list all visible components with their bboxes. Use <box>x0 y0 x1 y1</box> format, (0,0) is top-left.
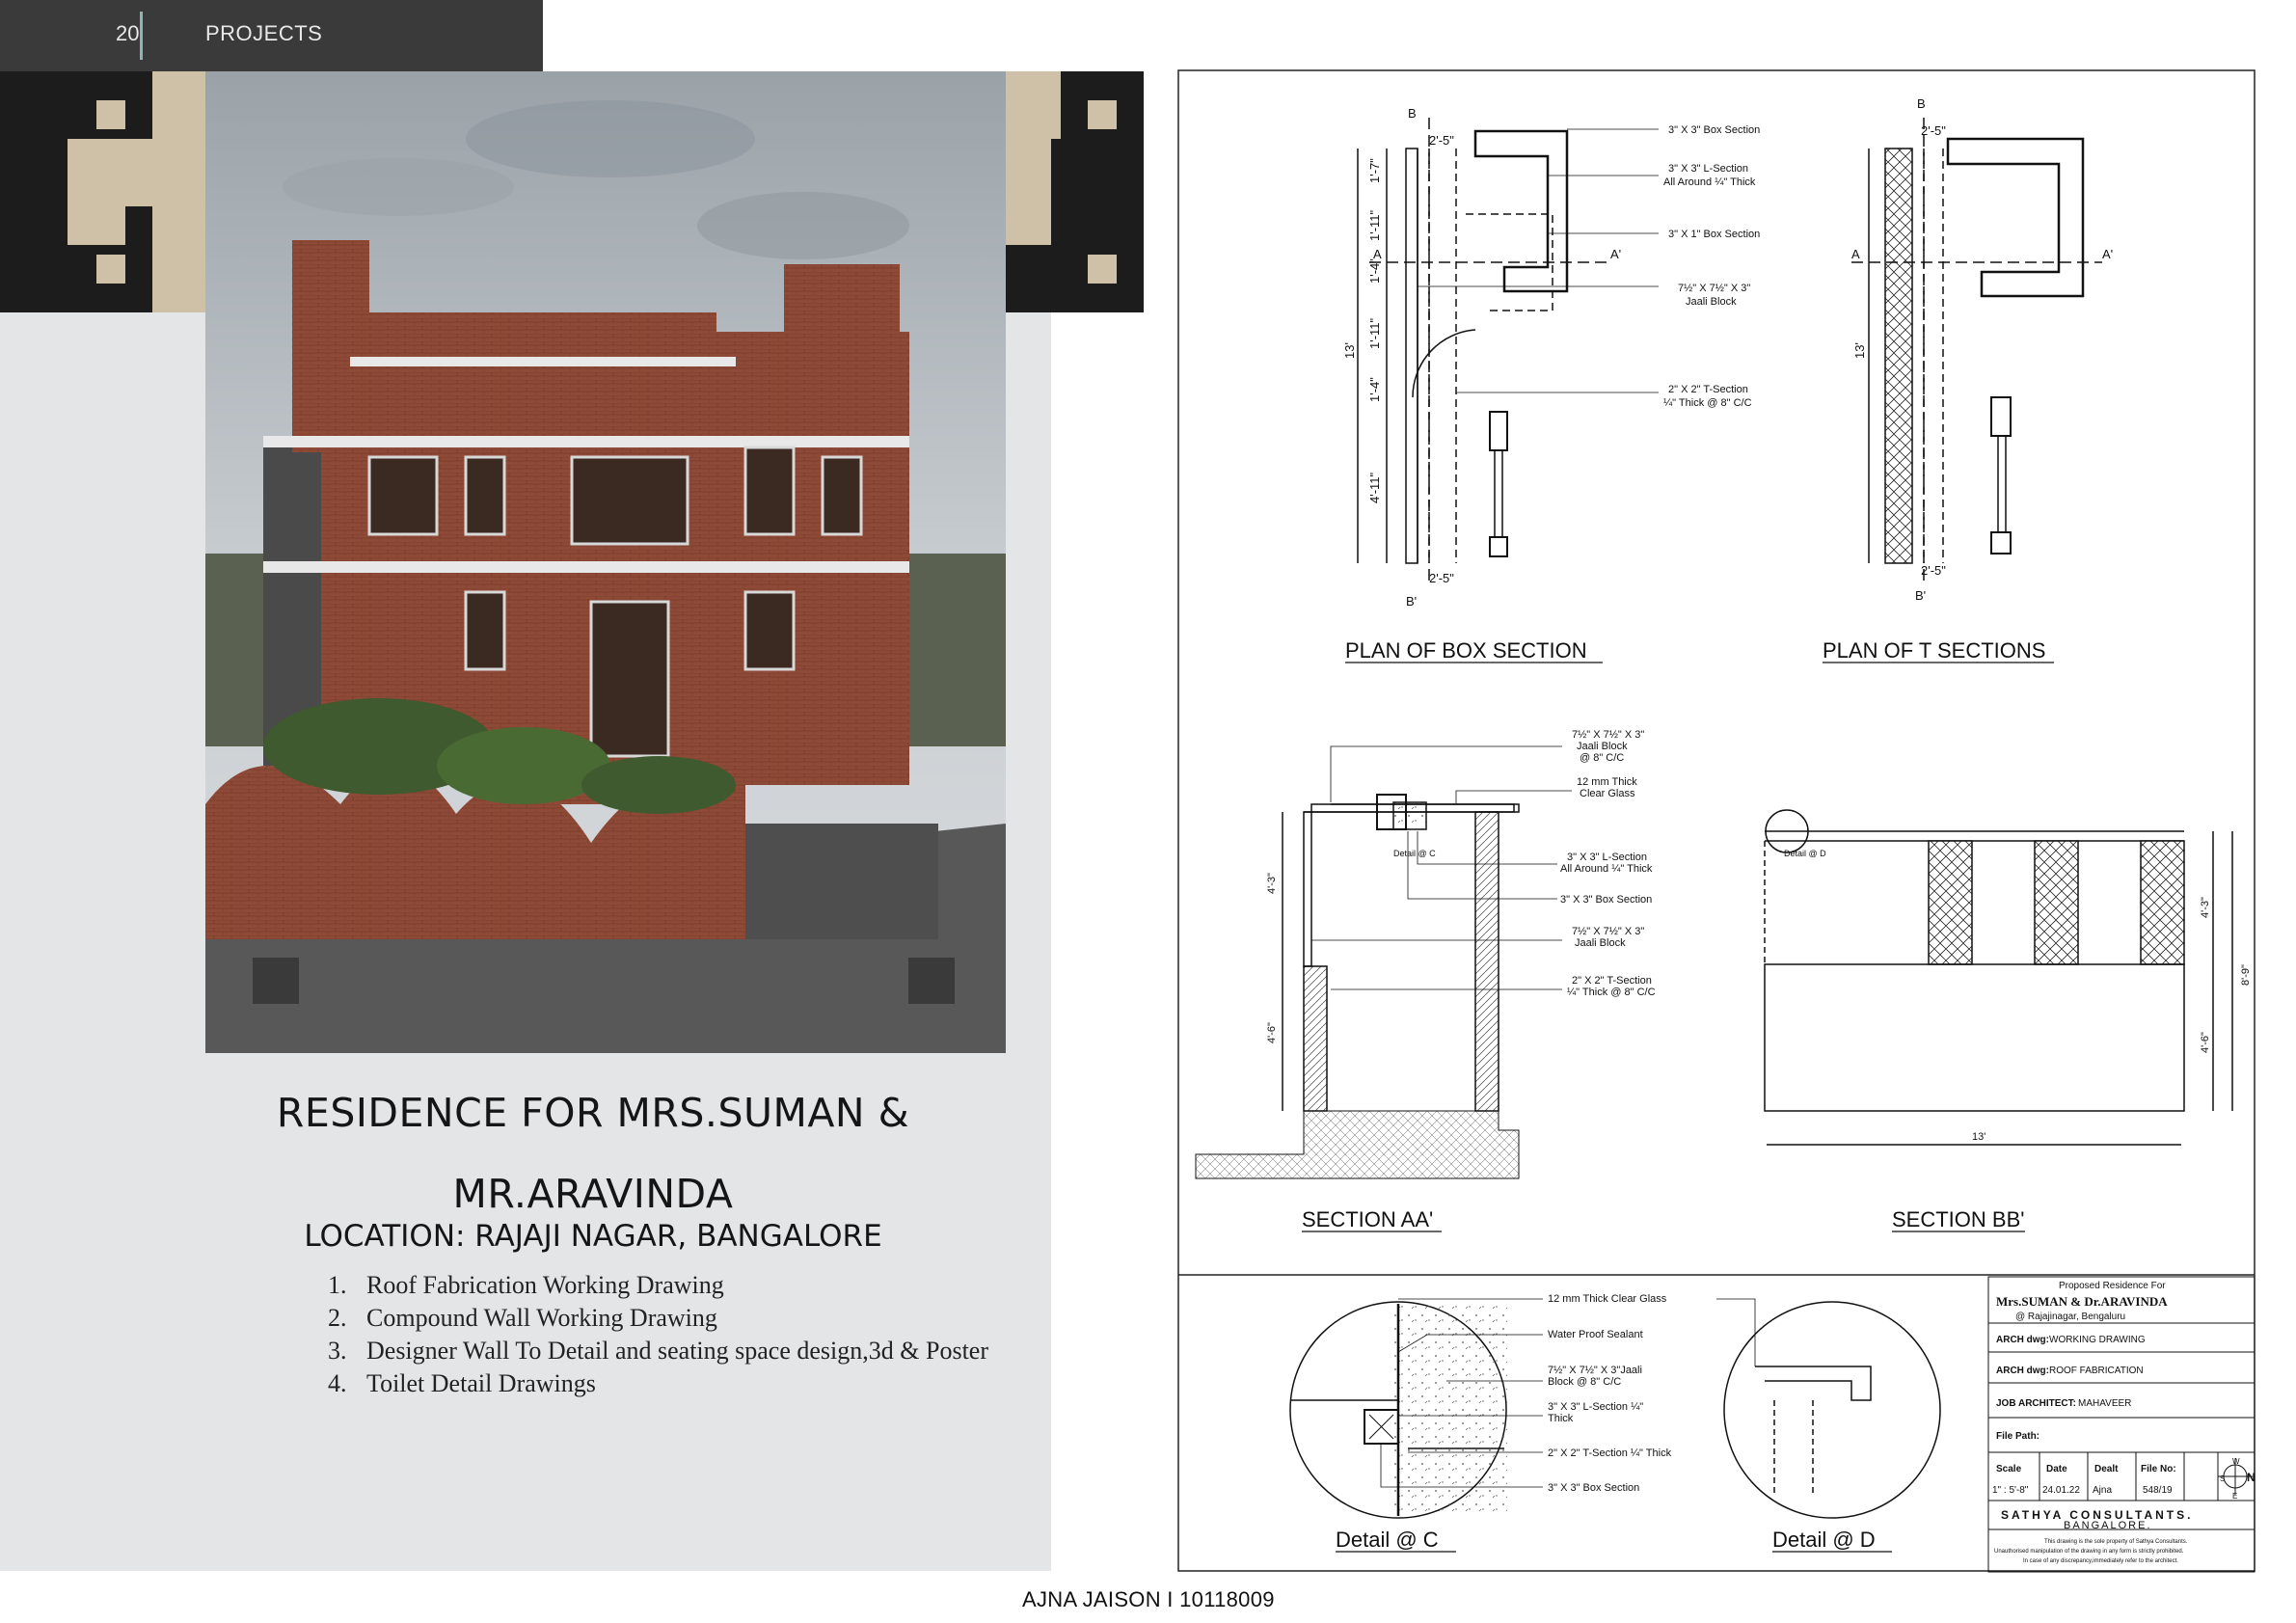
svg-text:7½" X 7½" X 3": 7½" X 7½" X 3" <box>1572 926 1645 937</box>
svg-text:MAHAVEER: MAHAVEER <box>2078 1398 2132 1409</box>
svg-text:24.01.22: 24.01.22 <box>2042 1485 2080 1496</box>
svg-text:4'-3": 4'-3" <box>1266 873 1278 894</box>
svg-text:3" X 1" Box Section: 3" X 1" Box Section <box>1668 229 1761 240</box>
project-location: LOCATION: RAJAJI NAGAR, BANGALORE <box>304 1219 882 1254</box>
svg-text:ARCH dwg:: ARCH dwg: <box>1996 1366 2049 1376</box>
svg-text:2" X 2" T-Section: 2" X 2" T-Section <box>1572 975 1652 987</box>
svg-text:Thick: Thick <box>1548 1413 1574 1424</box>
svg-text:1'-4": 1'-4" <box>1367 258 1382 284</box>
svg-text:1'-4": 1'-4" <box>1367 377 1382 402</box>
svg-text:In case of any discrepancy,imm: In case of any discrepancy,immediately refer to the architect. <box>2023 1558 2178 1564</box>
author-footer: AJNA JAISON I 10118009 <box>1022 1587 1275 1611</box>
svg-text:7½" X 7½" X 3": 7½" X 7½" X 3" <box>1678 283 1751 294</box>
svg-text:12 mm Thick: 12 mm Thick <box>1577 776 1637 788</box>
svg-text:@ 8" C/C: @ 8" C/C <box>1580 752 1625 764</box>
svg-text:2'-5": 2'-5" <box>1921 563 1946 578</box>
svg-text:A: A <box>1373 247 1382 261</box>
svg-text:Clear Glass: Clear Glass <box>1580 788 1635 799</box>
section-aa-title: SECTION AA' <box>1302 1207 1434 1231</box>
svg-text:12 mm Thick Clear Glass: 12 mm Thick Clear Glass <box>1548 1293 1667 1305</box>
svg-text:B': B' <box>1406 594 1418 609</box>
svg-text:All Around ¼" Thick: All Around ¼" Thick <box>1663 176 1756 188</box>
svg-text:4'-3": 4'-3" <box>2200 897 2211 918</box>
plan-t-title: PLAN OF T SECTIONS <box>1823 638 2046 663</box>
svg-text:N: N <box>2247 1471 2255 1484</box>
scope-list <box>328 1269 993 1400</box>
svg-text:A': A' <box>1610 247 1622 261</box>
svg-text:3" X 3" L-Section: 3" X 3" L-Section <box>1668 163 1749 175</box>
svg-text:3" X 3" L-Section ¼": 3" X 3" L-Section ¼" <box>1548 1401 1644 1413</box>
svg-text:4'-6": 4'-6" <box>2200 1032 2211 1053</box>
svg-text:Ajna: Ajna <box>2093 1485 2113 1496</box>
svg-text:2" X 2" T-Section ¼" Thick: 2" X 2" T-Section ¼" Thick <box>1548 1447 1672 1459</box>
svg-text:B': B' <box>1915 588 1927 603</box>
svg-text:4'-11": 4'-11" <box>1367 472 1382 503</box>
svg-text:Dealt: Dealt <box>2094 1464 2119 1474</box>
svg-text:3" X 3" Box Section: 3" X 3" Box Section <box>1560 894 1653 906</box>
svg-text:4'-6": 4'-6" <box>1266 1022 1278 1043</box>
svg-text:Date: Date <box>2046 1464 2067 1474</box>
svg-text:2'-5": 2'-5" <box>1921 123 1946 138</box>
svg-text:548/19: 548/19 <box>2143 1485 2173 1496</box>
svg-text:Detail @ D: Detail @ D <box>1784 849 1826 858</box>
section-title: PROJECTS <box>205 21 323 45</box>
svg-text:E: E <box>2232 1492 2238 1501</box>
svg-text:A': A' <box>2102 247 2114 261</box>
svg-text:2'-5": 2'-5" <box>1429 133 1454 148</box>
svg-text:File Path:: File Path: <box>1996 1431 2040 1442</box>
svg-text:W: W <box>2232 1457 2240 1466</box>
page-header <box>0 0 543 71</box>
svg-text:Block @ 8" C/C: Block @ 8" C/C <box>1548 1376 1622 1388</box>
detail-d-title: Detail @ D <box>1772 1528 1876 1552</box>
svg-text:13': 13' <box>1342 342 1357 359</box>
svg-text:ARCH dwg:: ARCH dwg: <box>1996 1335 2049 1345</box>
project-title-line-1: RESIDENCE FOR MRS.SUMAN & <box>276 1090 910 1136</box>
svg-text:7½" X 7½" X 3": 7½" X 7½" X 3" <box>1572 729 1645 741</box>
svg-text:All Around ¼" Thick: All Around ¼" Thick <box>1560 863 1653 875</box>
working-drawing-sheet <box>1176 69 2256 1574</box>
header-divider <box>140 12 143 60</box>
list-item: 1. Roof Fabrication Working Drawing <box>328 1271 724 1299</box>
svg-text:Scale: Scale <box>1996 1464 2022 1474</box>
svg-text:1'-11": 1'-11" <box>1367 317 1382 349</box>
svg-text:WORKING DRAWING: WORKING DRAWING <box>2049 1335 2146 1345</box>
svg-text:BANGALORE.: BANGALORE. <box>2064 1520 2152 1531</box>
svg-text:13': 13' <box>1972 1131 1986 1143</box>
svg-text:Unauthorised manipulation of t: Unauthorised manipulation of the drawing in any form is strictly prohibited. <box>1994 1549 2184 1555</box>
svg-text:¼" Thick @ 8" C/C: ¼" Thick @ 8" C/C <box>1663 397 1752 409</box>
list-item: 4. Toilet Detail Drawings <box>328 1369 596 1397</box>
plan-box-title: PLAN OF BOX SECTION <box>1345 638 1587 663</box>
svg-text:13': 13' <box>1852 342 1867 359</box>
svg-text:A: A <box>1851 247 1860 261</box>
svg-text:Detail @ C: Detail @ C <box>1393 849 1436 858</box>
svg-text:1" : 5'-8": 1" : 5'-8" <box>1992 1485 2029 1496</box>
svg-text:1'-11": 1'-11" <box>1367 209 1382 241</box>
svg-text:Jaali Block: Jaali Block <box>1686 296 1737 308</box>
svg-text:7½" X 7½" X 3"Jaali: 7½" X 7½" X 3"Jaali <box>1548 1365 1642 1376</box>
decorative-squares <box>253 958 957 1006</box>
svg-text:Proposed Residence For: Proposed Residence For <box>2059 1281 2166 1291</box>
project-title <box>212 1072 974 1234</box>
detail-c-title: Detail @ C <box>1336 1528 1439 1552</box>
svg-text:@ Rajajinagar, Bengaluru: @ Rajajinagar, Bengaluru <box>2015 1312 2126 1322</box>
svg-text:SATHYA CONSULTANTS.: SATHYA CONSULTANTS. <box>2001 1508 2194 1522</box>
svg-text:2" X 2" T-Section: 2" X 2" T-Section <box>1668 384 1748 395</box>
svg-text:Mrs.SUMAN & Dr.ARAVINDA: Mrs.SUMAN & Dr.ARAVINDA <box>1996 1294 2168 1309</box>
building-render <box>205 71 1006 1053</box>
section-bb-title: SECTION BB' <box>1892 1207 2025 1231</box>
list-item: 3. Designer Wall To Detail and seating space design,3d & Poster <box>328 1337 988 1365</box>
svg-text:S: S <box>2220 1474 2226 1483</box>
svg-text:Jaali Block: Jaali Block <box>1575 937 1626 949</box>
svg-text:Jaali Block: Jaali Block <box>1577 741 1628 752</box>
svg-text:ROOF FABRICATION: ROOF FABRICATION <box>2049 1366 2144 1376</box>
svg-text:B: B <box>1408 106 1417 121</box>
svg-text:3" X 3" Box Section: 3" X 3" Box Section <box>1668 124 1761 136</box>
svg-text:3" X 3" L-Section: 3" X 3" L-Section <box>1567 852 1648 863</box>
svg-text:8'-9": 8'-9" <box>2240 964 2252 986</box>
svg-text:JOB ARCHITECT:: JOB ARCHITECT: <box>1996 1398 2076 1409</box>
svg-text:2'-5": 2'-5" <box>1429 571 1454 585</box>
svg-text:This drawing is the sole prope: This drawing is the sole property of Sathya Consultants. <box>2044 1539 2188 1545</box>
svg-text:¼" Thick @ 8" C/C: ¼" Thick @ 8" C/C <box>1567 987 1656 998</box>
svg-text:3" X 3" Box Section: 3" X 3" Box Section <box>1548 1482 1640 1494</box>
page-number: 20 <box>116 21 140 45</box>
svg-text:Water Proof Sealant: Water Proof Sealant <box>1548 1329 1643 1340</box>
svg-text:File No:: File No: <box>2141 1464 2176 1474</box>
list-item: 2. Compound Wall Working Drawing <box>328 1304 717 1332</box>
project-title-line-2: MR.ARAVINDA <box>452 1171 734 1217</box>
svg-text:B: B <box>1917 96 1926 111</box>
svg-text:1'-7": 1'-7" <box>1367 158 1382 183</box>
